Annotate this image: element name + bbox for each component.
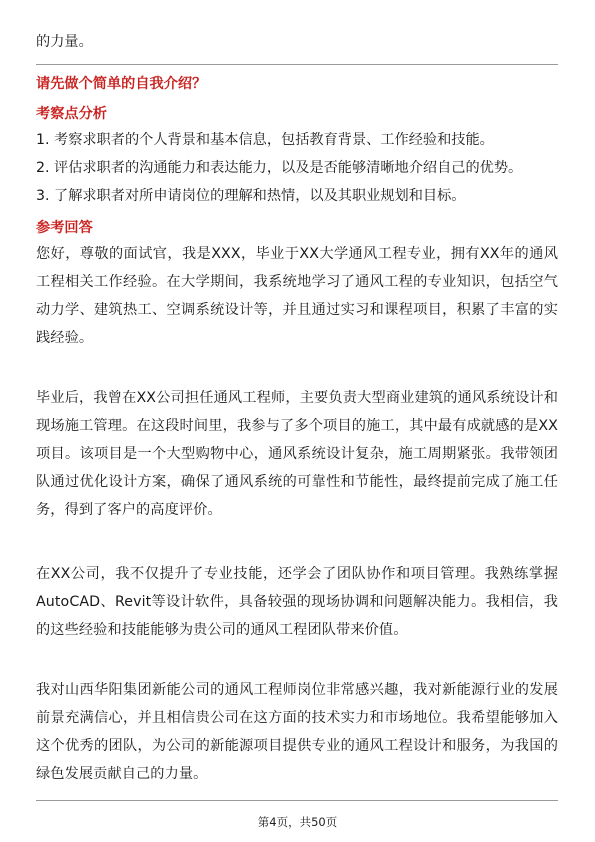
answer-heading: 参考回答: [36, 220, 93, 236]
answer-paragraph: 毕业后，我曾在XX公司担任通风工程师，主要负责大型商业建筑的通风系统设计和现场施工管理。在这段时间里，我参与了多个项目的施工，其中最有成就感的是XX项目。该项目是一个大型购物中心，通风系统设计复杂，施工周期紧张。我带领团队通过优化设计方案，确保了通风系统的可靠性和节能性，最终提前完成了施工任务，得到了客户的高度评价。: [36, 390, 558, 518]
answer-paragraph: 我对山西华阳集团新能公司的通风工程师岗位非常感兴趣，我对新能源行业的发展前景充满信心，并且相信贵公司在这方面的技术实力和市场地位。我希望能够加入这个优秀的团队，为公司的新能源项目提供专业的通风工程设计和服务，为我国的绿色发展贡献自己的力量。: [36, 682, 558, 782]
analysis-point: 2. 评估求职者的沟通能力和表达能力，以及是否能够清晰地介绍自己的优势。: [36, 160, 523, 176]
bottom-divider: [36, 800, 558, 801]
analysis-point: 1. 考察求职者的个人背景和基本信息，包括教育背景、工作经验和技能。: [36, 132, 494, 148]
carryover-text: 的力量。: [36, 34, 93, 50]
question-title: 请先做个简单的自我介绍？: [36, 76, 207, 92]
answer-paragraph: 在XX公司，我不仅提升了专业技能，还学会了团队协作和项目管理。我熟练掌握AutoCAD、Revit等设计软件，具备较强的现场协调和问题解决能力。我相信，我的这些经验和技能能够为贵公司的通风工程团队带来价值。: [36, 566, 558, 638]
analysis-heading: 考察点分析: [36, 106, 107, 122]
top-divider: [36, 64, 558, 65]
analysis-point: 3. 了解求职者对所申请岗位的理解和热情，以及其职业规划和目标。: [36, 188, 466, 204]
answer-paragraph: 您好，尊敬的面试官，我是XXX，毕业于XX大学通风工程专业，拥有XX年的通风工程相关工作经验。在大学期间，我系统地学习了通风工程的专业知识，包括空气动力学、建筑热工、空调系统设计等，并且通过实习和课程项目，积累了丰富的实践经验。: [36, 246, 558, 346]
page-number: 第4页，共50页: [257, 815, 338, 829]
